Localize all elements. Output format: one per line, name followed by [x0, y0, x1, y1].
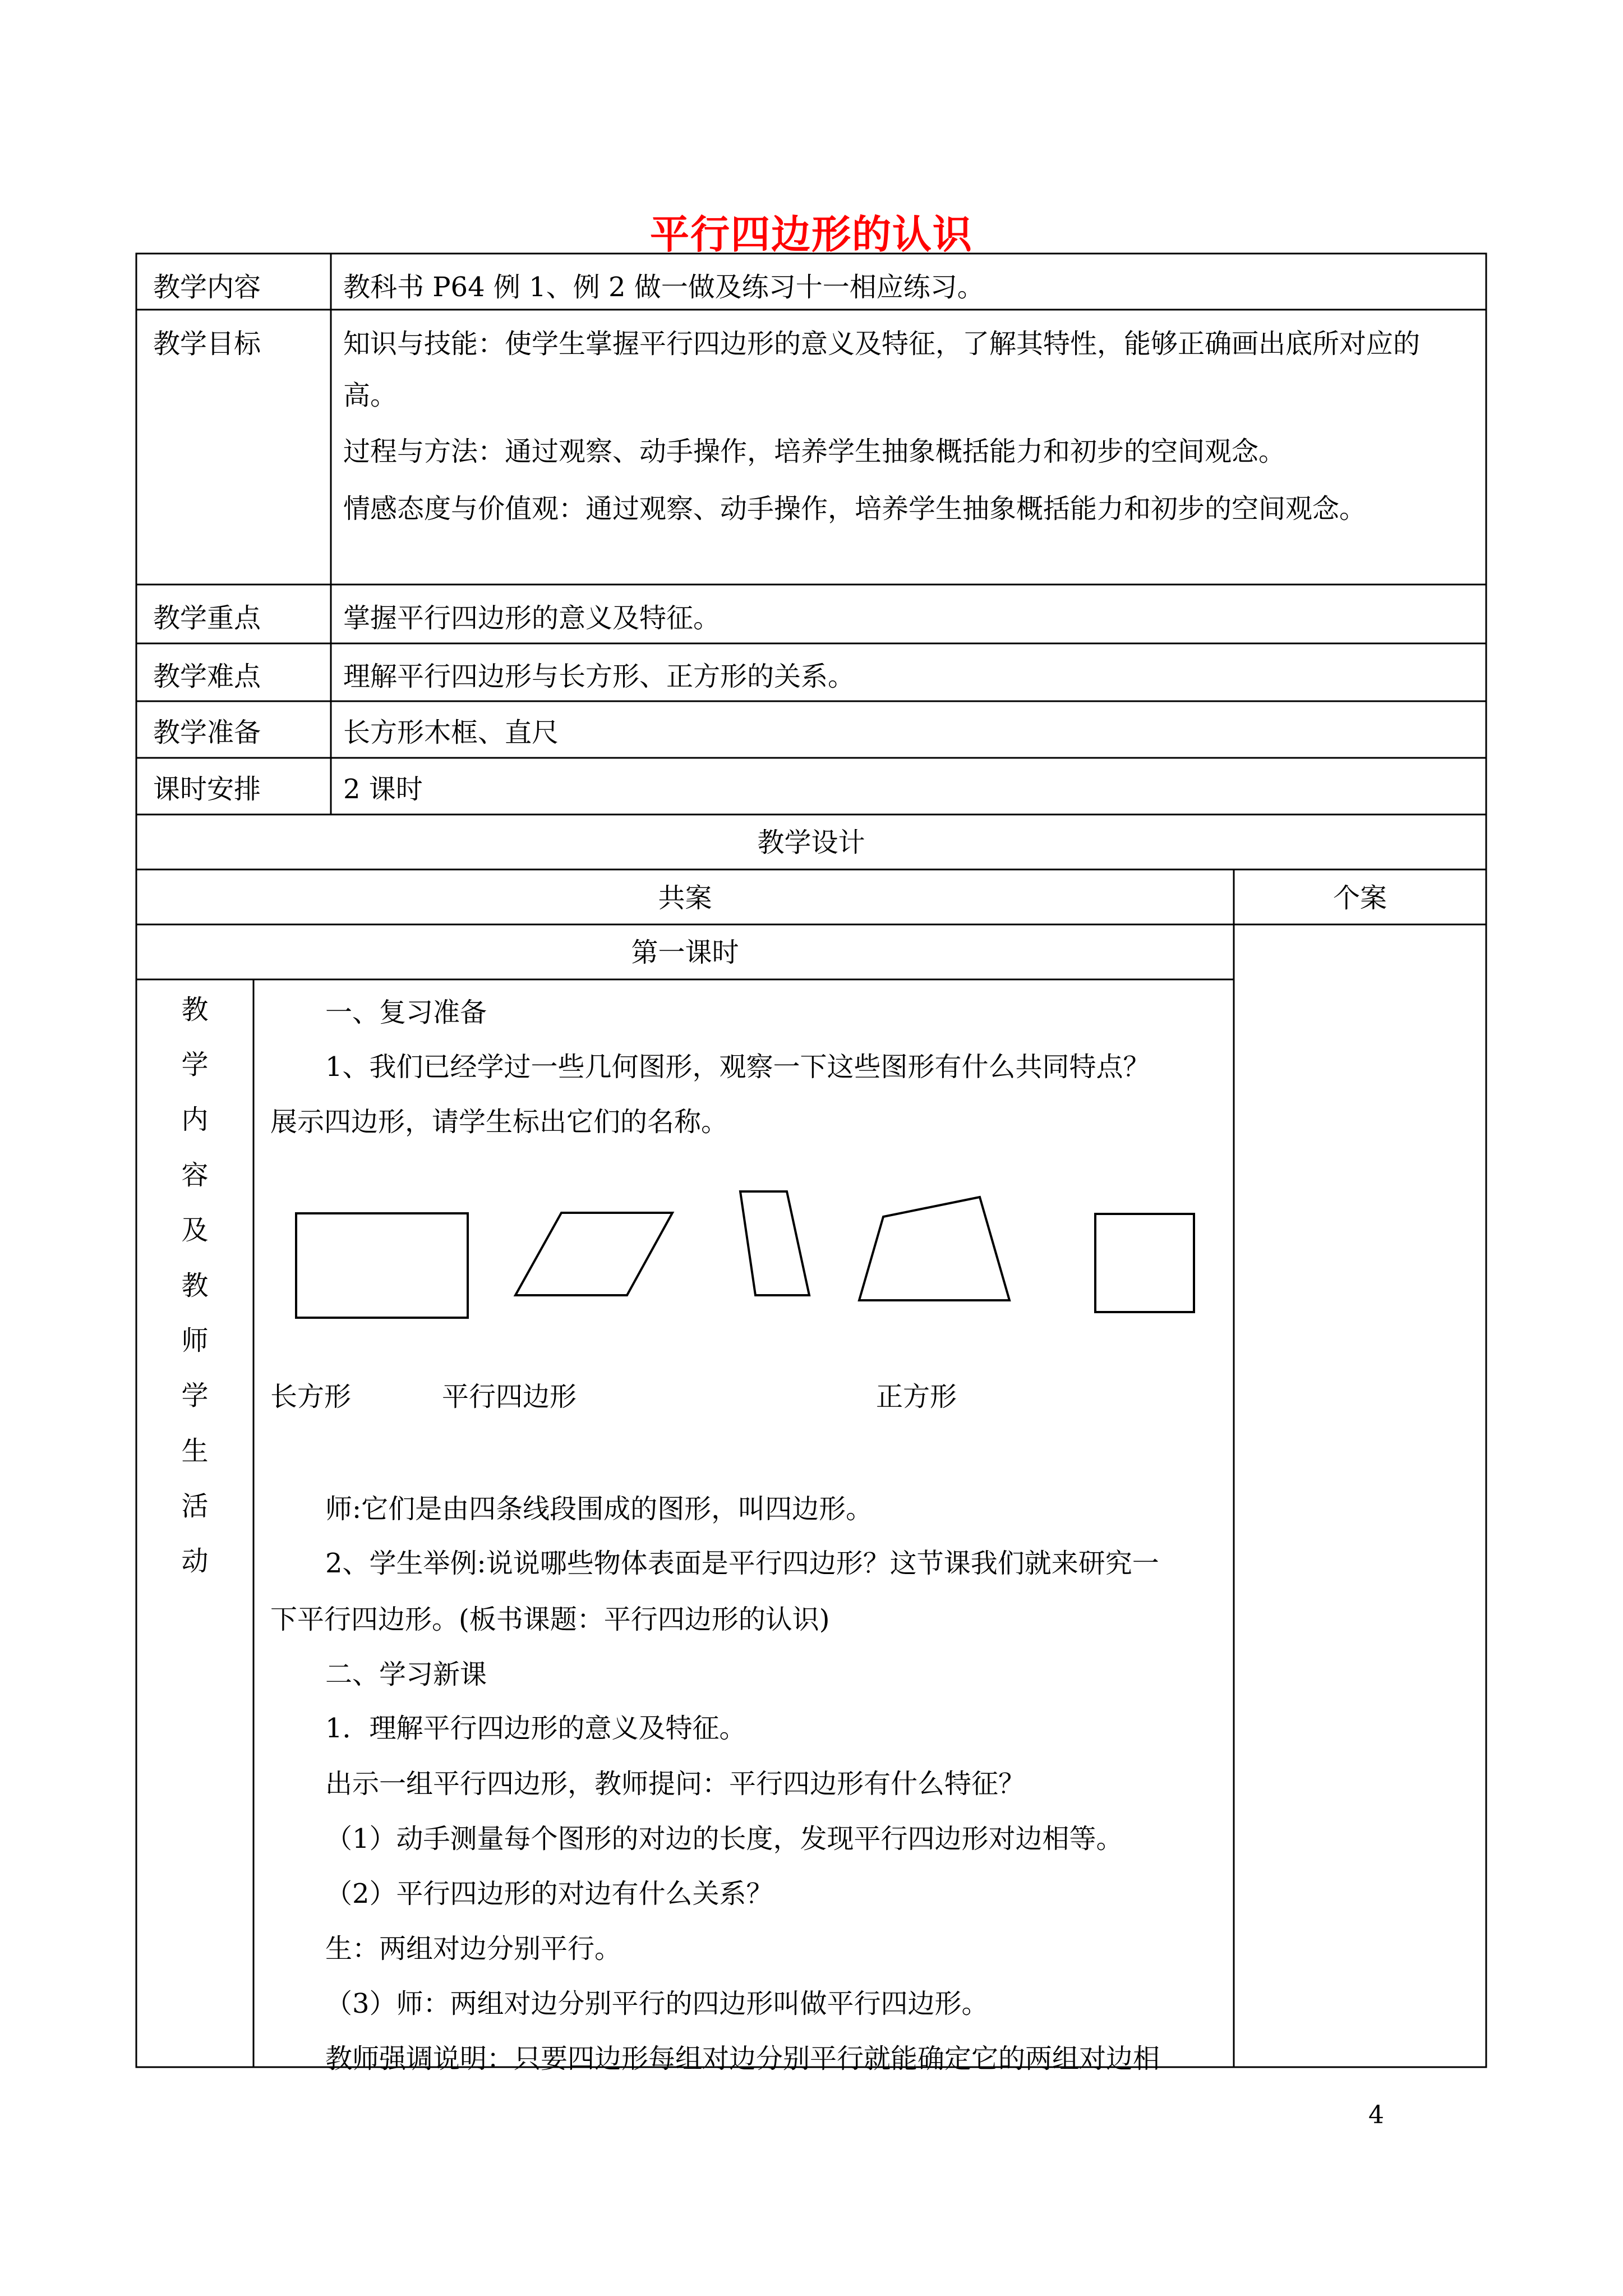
- label-difficulty: 教学难点: [153, 661, 261, 692]
- side-char: 生: [181, 1435, 209, 1467]
- body-line: （1）动手测量每个图形的对边的长度，发现平行四边形对边相等。: [325, 1823, 1123, 1855]
- quadrilateral-shape: [859, 1197, 1009, 1300]
- body-line: 1．理解平行四边形的意义及特征。: [325, 1713, 746, 1744]
- body-line: 生：两组对边分别平行。: [325, 1933, 622, 1964]
- body-line: 下平行四边形。(板书课题：平行四边形的认识): [270, 1604, 830, 1635]
- page-number: 4: [1368, 2101, 1384, 2129]
- body-line: 师:它们是由四条线段围成的图形，叫四边形。: [325, 1493, 873, 1525]
- side-char: 内: [181, 1104, 209, 1135]
- body-line: 出示一组平行四边形，教师提问：平行四边形有什么特征？: [325, 1768, 1026, 1800]
- body-line: 1、我们已经学过一些几何图形，观察一下这些图形有什么共同特点？: [325, 1051, 1150, 1083]
- value-preparation: 长方形木框、直尺: [343, 717, 559, 748]
- body-line: 教师强调说明：只要四边形每组对边分别平行就能确定它的两组对边相: [325, 2043, 1160, 2074]
- side-char: 活: [181, 1490, 209, 1522]
- goals-line: 情感态度与价值观：通过观察、动手操作，培养学生抽象概括能力和初步的空间观念。: [343, 493, 1367, 524]
- body-line: （3）师：两组对边分别平行的四边形叫做平行四边形。: [325, 1988, 989, 2019]
- trapezoid-shape: [740, 1191, 809, 1295]
- value-schedule: 2 课时: [343, 774, 423, 805]
- body-line: 二、学习新课: [325, 1659, 487, 1690]
- side-char: 学: [181, 1049, 209, 1080]
- side-char: 动: [181, 1545, 209, 1577]
- gean-header: 个案: [1332, 882, 1387, 914]
- gongan-header: 共案: [658, 882, 712, 914]
- body-line: 展示四边形，请学生标出它们的名称。: [270, 1106, 728, 1138]
- side-char: 及: [181, 1214, 209, 1246]
- side-char: 教: [181, 994, 209, 1025]
- parallelogram-shape: [515, 1213, 672, 1295]
- rectangle-shape: [296, 1213, 468, 1318]
- goals-line: 过程与方法：通过观察、动手操作，培养学生抽象概括能力和初步的空间观念。: [343, 436, 1286, 467]
- label-schedule: 课时安排: [153, 774, 261, 805]
- body-line: 一、复习准备: [325, 997, 487, 1028]
- page-title: 平行四边形的认识: [650, 211, 973, 257]
- body-line: （2）平行四边形的对边有什么关系？: [325, 1878, 773, 1910]
- label-goals: 教学目标: [153, 328, 261, 360]
- label-content: 教学内容: [153, 272, 261, 303]
- shape-label-para: 平行四边形: [442, 1381, 577, 1412]
- design-header: 教学设计: [757, 827, 865, 858]
- side-char: 教: [181, 1270, 209, 1301]
- body-line: 2、学生举例:说说哪些物体表面是平行四边形？这节课我们就来研究一: [325, 1548, 1159, 1579]
- lesson-header: 第一课时: [631, 937, 739, 968]
- value-difficulty: 理解平行四边形与长方形、正方形的关系。: [343, 661, 855, 692]
- side-char: 师: [181, 1325, 209, 1356]
- label-preparation: 教学准备: [153, 717, 261, 748]
- side-char: 容: [181, 1159, 209, 1191]
- shape-label-rect: 长方形: [270, 1381, 352, 1412]
- square-shape: [1095, 1214, 1194, 1312]
- side-char: 学: [181, 1380, 209, 1411]
- goals-line: 高。: [343, 380, 398, 411]
- goals-line: 知识与技能：使学生掌握平行四边形的意义及特征，了解其特性，能够正确画出底所对应的: [343, 328, 1421, 360]
- label-keypoint: 教学重点: [153, 602, 261, 634]
- value-content: 教科书 P64 例 1、例 2 做一做及练习十一相应练习。: [343, 272, 984, 303]
- value-keypoint: 掌握平行四边形的意义及特征。: [343, 602, 721, 634]
- shape-label-square: 正方形: [876, 1381, 957, 1412]
